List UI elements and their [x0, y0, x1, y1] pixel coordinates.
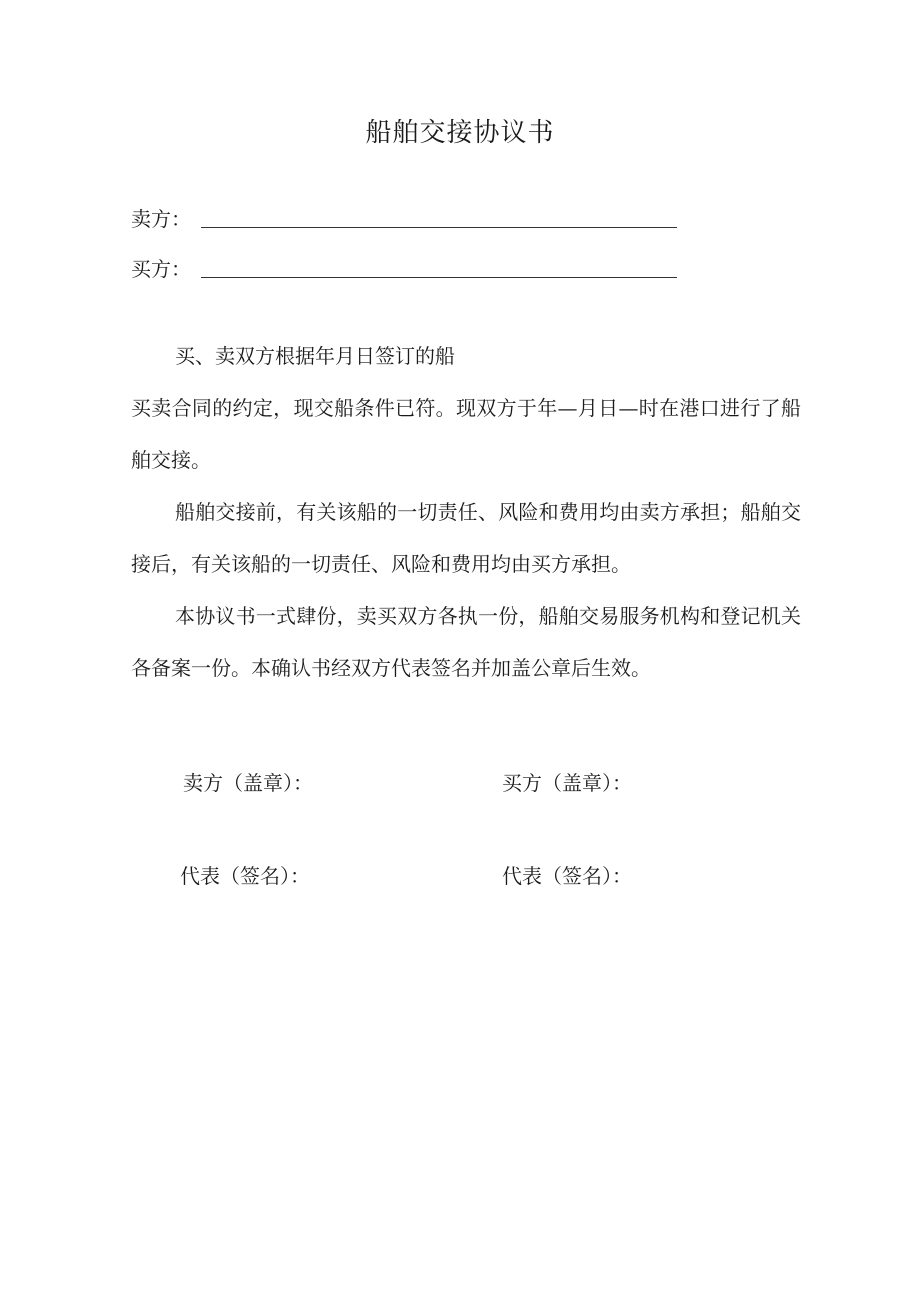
seller-line — [131, 202, 677, 232]
paragraph-liability: 船舶交接前，有关该船的一切责任、风险和费用均由卖方承担；船舶交接后，有关该船的一切责任、风险和费用均由买方承担。 — [131, 500, 801, 576]
seller-representative-label: 代表（签名）： — [180, 864, 310, 888]
buyer-representative-label: 代表（签名）： — [502, 864, 632, 888]
buyer-blank-underline — [201, 276, 677, 278]
seller-seal-label: 卖方（盖章）： — [183, 771, 313, 795]
document-title: 船舶交接协议书 — [365, 118, 555, 148]
buyer-label: 买方： — [131, 257, 191, 281]
seller-label: 卖方： — [131, 207, 191, 231]
buyer-line — [131, 252, 677, 282]
paragraph-intro: 买、卖双方根据年月日签订的船 — [175, 344, 455, 368]
paragraph-handover: 买卖合同的约定，现交船条件已符。现双方于年—月日—时在港口进行了船舶交接。 — [131, 396, 801, 472]
paragraph-copies: 本协议书一式肆份，卖买双方各执一份，船舶交易服务机构和登记机关各备案一份。本确认书经双方代表签名并加盖公章后生效。 — [131, 604, 801, 680]
buyer-seal-label: 买方（盖章）： — [502, 771, 632, 795]
seller-blank-underline — [201, 226, 677, 228]
